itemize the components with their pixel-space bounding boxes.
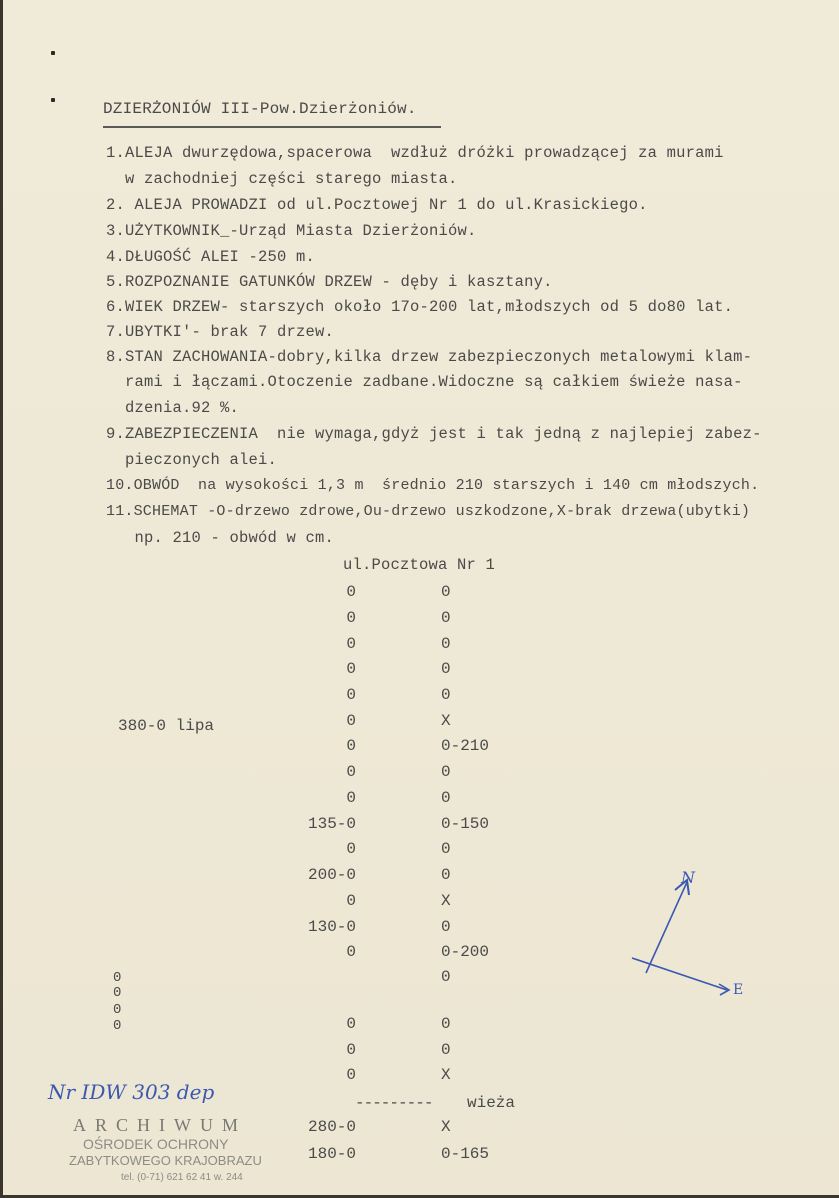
- tree-mark: 0-165: [441, 1145, 490, 1163]
- punch-mark: [51, 98, 55, 102]
- tree-mark: 0: [441, 686, 451, 704]
- document-title: DZIERŻONIÓW III-Pow.Dzierżoniów.: [103, 100, 417, 118]
- tree-mark: 200-0: [307, 866, 356, 884]
- item-line: pieczonych alei.: [106, 451, 278, 469]
- tree-mark: 0: [441, 660, 451, 678]
- tree-mark: 0: [441, 609, 451, 627]
- item-line: 1.ALEJA dwurzędowa,spacerowa wzdłuż dróżki prowadzącej za murami: [106, 144, 724, 162]
- tree-mark: 180-0: [307, 1145, 356, 1163]
- item-line: 9.ZABEZPIECZENIA nie wymaga,gdyż jest i tak jedną z najlepiej zabez-: [106, 425, 762, 443]
- tree-mark: 0: [441, 789, 451, 807]
- item-line: 7.UBYTKI'- brak 7 drzew.: [106, 323, 335, 341]
- tree-mark: 0: [441, 1041, 451, 1059]
- tree-mark: 0: [346, 635, 356, 653]
- tree-mark: 0-200: [441, 943, 490, 961]
- handwritten-reference: Nr IDW 303 dep: [48, 1080, 215, 1104]
- tree-mark: 0: [441, 583, 451, 601]
- tree-mark: 0: [346, 737, 356, 755]
- tree-mark: 0: [346, 1015, 356, 1033]
- compass-north-label: N: [681, 868, 695, 887]
- tree-mark: 0: [346, 686, 356, 704]
- tree-mark: 0: [113, 1002, 122, 1018]
- tower-line: ---------: [355, 1094, 442, 1112]
- tree-mark: 0: [441, 1015, 451, 1033]
- tree-mark: 0: [346, 609, 356, 627]
- tree-mark: 0: [346, 789, 356, 807]
- item-line: 4.DŁUGOŚĆ ALEI -250 m.: [106, 248, 316, 266]
- tree-mark: 0: [346, 1041, 356, 1059]
- stamp-archiwum: ARCHIWUM: [73, 1115, 247, 1135]
- tree-mark: 0: [441, 918, 451, 936]
- tree-mark: X: [441, 712, 451, 730]
- tree-mark: 0: [441, 840, 451, 858]
- compass-east-label: E: [733, 982, 744, 998]
- item-line: 2. ALEJA PROWADZI od ul.Pocztowej Nr 1 do ul.Krasickiego.: [106, 196, 648, 214]
- tree-mark: 0-150: [441, 815, 490, 833]
- item-line: dzenia.92 %.: [106, 399, 240, 417]
- tree-mark: 135-0: [307, 815, 356, 833]
- item-line: 8.STAN ZACHOWANIA-dobry,kilka drzew zabezpieczonych metalowymi klam-: [106, 348, 753, 366]
- stamp-line: ZABYTKOWEGO KRAJOBRAZU: [69, 1153, 262, 1168]
- item-line: 11.SCHEMAT -O-drzewo zdrowe,Ou-drzewo uszkodzone,X-brak drzewa(ubytki): [106, 503, 751, 520]
- item-line: w zachodniej części starego miasta.: [106, 170, 458, 188]
- tree-mark: 0: [441, 968, 451, 986]
- stamp-line: OŚRODEK OCHRONY: [83, 1136, 229, 1152]
- tower-label: wieża: [467, 1094, 516, 1112]
- item-line: 6.WIEK DRZEW- starszych około 17o-200 lat,młodszych od 5 do80 lat.: [106, 298, 734, 316]
- item-line: np. 210 - obwód w cm.: [106, 529, 335, 547]
- tree-mark: 0: [346, 712, 356, 730]
- item-line: 5.ROZPOZNANIE GATUNKÓW DRZEW - dęby i kasztany.: [106, 273, 553, 291]
- schema-header: ul.Pocztowa Nr 1: [343, 556, 496, 574]
- tree-mark: X: [441, 1066, 451, 1084]
- tree-mark: 280-0: [307, 1118, 356, 1136]
- tree-mark: 0: [346, 840, 356, 858]
- tree-mark: 0: [441, 866, 451, 884]
- side-note: 380-0 lipa: [118, 717, 215, 735]
- item-line: rami i łączami.Otoczenie zadbane.Widoczne są całkiem świeże nasa-: [106, 373, 743, 391]
- title-underline: [103, 126, 441, 128]
- tree-mark: 0: [346, 892, 356, 910]
- tree-mark: 130-0: [307, 918, 356, 936]
- tree-mark: 0: [441, 635, 451, 653]
- tree-mark: 0: [346, 660, 356, 678]
- item-line: 3.UŻYTKOWNIK_-Urząd Miasta Dzierżoniów.: [106, 222, 477, 240]
- tree-mark: 0: [113, 985, 122, 1001]
- tree-mark: 0: [441, 763, 451, 781]
- tree-mark: 0: [346, 763, 356, 781]
- tree-mark: 0-210: [441, 737, 490, 755]
- tree-mark: X: [441, 1118, 451, 1136]
- tree-mark: 0: [113, 970, 122, 986]
- punch-mark: [51, 51, 55, 55]
- tree-mark: X: [441, 892, 451, 910]
- tree-mark: 0: [346, 943, 356, 961]
- tree-mark: 0: [346, 1066, 356, 1084]
- tree-mark: 0: [113, 1018, 122, 1034]
- stamp-line: tel. (0-71) 621 62 41 w. 244: [121, 1172, 243, 1183]
- tree-mark: 0: [346, 583, 356, 601]
- item-line: 10.OBWÓD na wysokości 1,3 m średnio 210 starszych i 140 cm młodszych.: [106, 477, 760, 494]
